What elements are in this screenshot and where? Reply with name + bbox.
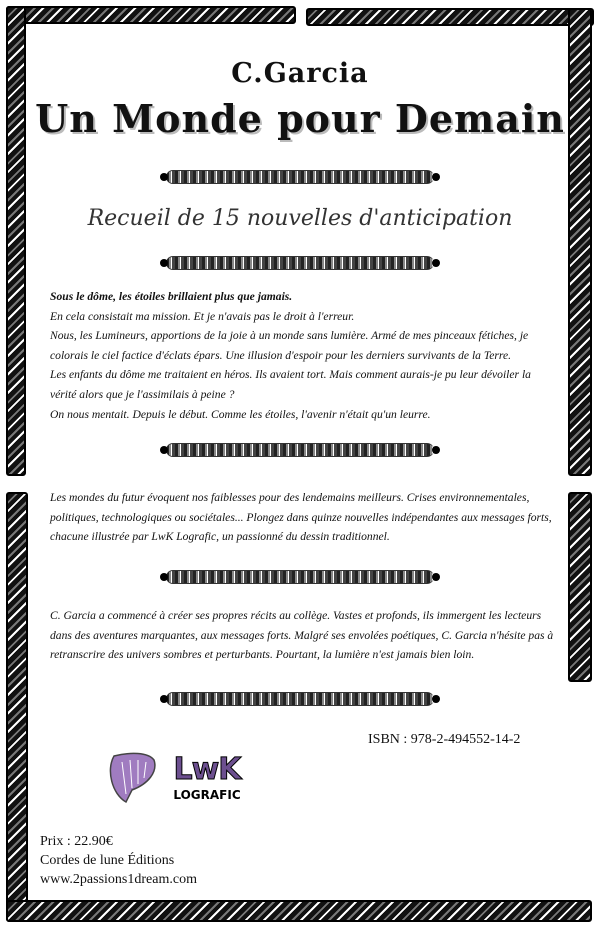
frame-right-lower xyxy=(568,492,592,682)
frame-top-left xyxy=(6,6,296,24)
author-bio-block xyxy=(50,606,560,665)
ornament-divider xyxy=(166,170,434,184)
ornament-divider xyxy=(166,692,434,706)
description-text: Les mondes du futur évoquent nos faiblesses pour des lendemains meilleurs. Crises environnementales, politiques, technologiques ou sociétales... Plongez dans quinze nouvelles indépendantes aux messages forts, chacune illustrée par LwK Lografic, un passionné du dessin traditionnel. xyxy=(50,491,552,544)
excerpt-line: En cela consistait ma mission. Et je n'avais pas le droit à l'erreur. xyxy=(50,309,355,323)
price: Prix : 22.90€ xyxy=(40,834,113,849)
lwk-logo-text: LwK xyxy=(173,752,241,787)
frame-bottom xyxy=(6,900,592,922)
publisher: Cordes de lune Éditions xyxy=(40,853,175,868)
frame-top-right xyxy=(306,8,594,26)
lwk-logo-subtext: LOGRAFIC xyxy=(173,788,241,802)
book-subtitle: Recueil de 15 nouvelles d'anticipation xyxy=(87,206,513,231)
book-title: Un Monde pour Demain xyxy=(35,96,565,141)
website: www.2passions1dream.com xyxy=(40,872,197,887)
frame-left-lower xyxy=(6,492,28,922)
author-name: C.Garcia xyxy=(231,58,369,89)
ornament-divider xyxy=(166,443,434,457)
excerpt-line: On nous mentait. Depuis le début. Comme les étoiles, l'avenir n'était qu'un leurre. xyxy=(50,407,431,421)
footer-info xyxy=(40,832,197,889)
isbn: ISBN : 978-2-494552-14-2 xyxy=(368,732,521,747)
harp-logo-icon xyxy=(104,750,162,806)
author-bio-text: C. Garcia a commencé à créer ses propres récits au collège. Vastes et profonds, ils immergent les lecteurs dans des aventures marquantes, aux messages forts. Malgré ses envolées poétiques, C. Garcia n'hésite pas à retranscrire des univers sombres et perturbants. Pourtant, la lumière n'est jamais bien loin. xyxy=(50,609,554,662)
ornament-divider xyxy=(166,256,434,270)
ornament-divider xyxy=(166,570,434,584)
excerpt-line: Nous, les Lumineurs, apportions de la joie à un monde sans lumière. Armé de mes pinceaux fétiches, je colorais le ciel factice d'éclats épars. Une illusion d'espoir pour les derniers survivants de la Terre. xyxy=(50,329,529,362)
excerpt-line: Les enfants du dôme me traitaient en héros. Ils avaient tort. Mais comment aurais-je pu leur dévoiler la vérité alors que je l'assimilais à peine ? xyxy=(50,368,531,401)
excerpt-lead: Sous le dôme, les étoiles brillaient plus que jamais. xyxy=(50,290,293,303)
description-block xyxy=(50,488,560,547)
lwk-lografic-logo xyxy=(172,752,242,808)
excerpt-block xyxy=(50,287,560,424)
